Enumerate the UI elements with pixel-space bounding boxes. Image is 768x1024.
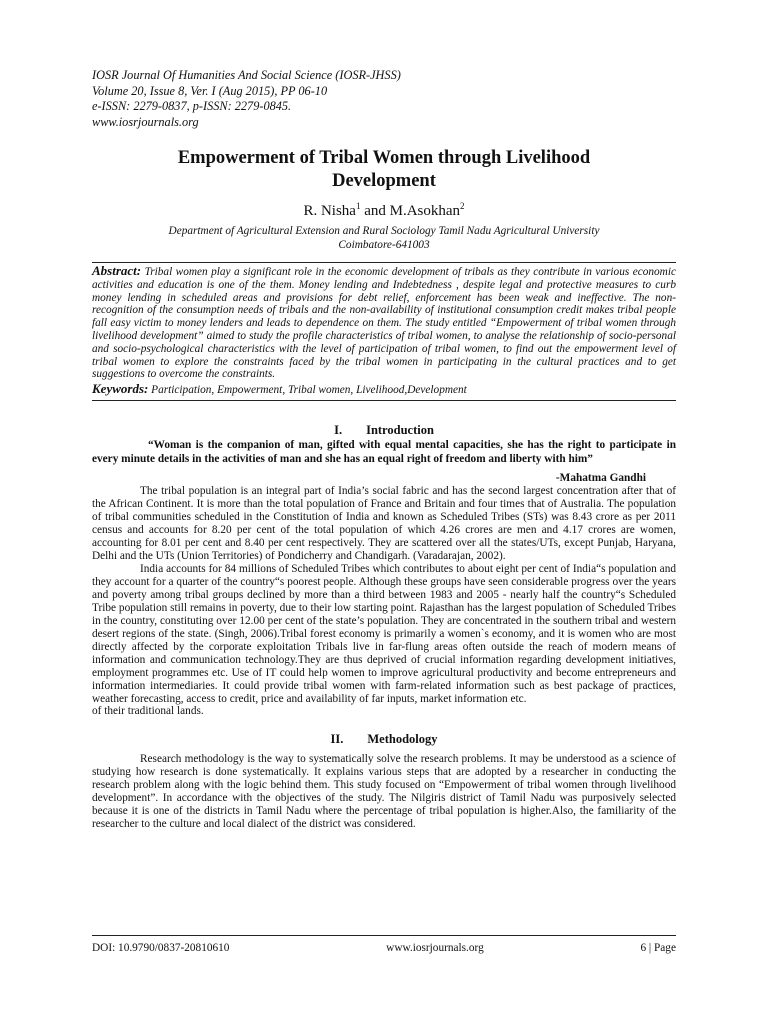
- paper-page: [92, 68, 676, 831]
- affiliation-line2: Coimbatore-641003: [338, 239, 430, 251]
- author-2-affiliation-mark: 2: [460, 201, 465, 211]
- keywords-text: Participation, Empowerment, Tribal women, Livelihood,Development: [148, 384, 467, 397]
- abstract: [92, 265, 676, 381]
- journal-header: [92, 68, 676, 130]
- section-heading-introduction: [92, 423, 676, 438]
- intro-paragraph-2: India accounts for 84 millions of Scheduled Tribes which contributes to about eight per cent of India“s population and they account for a quarter of the country“s poorest people. Although these groups have seen considerable progress over the years and poverty among tribal groups declined by more than a third between 1983 and 2005 - nearly half the country“s Scheduled Tribe population still remains in poverty, due to their low starting point. Rajasthan has the largest population of Scheduled Tribes in the country, constituting over 12.00 per cent of the state’s population. They are concentrated in the southern tribal and western desert regions of the state. (Singh, 2006).Tribal forest economy is primarily a women`s economy, and it is women who are most directly affected by the corporate exploitation Tribals live in far-flung areas often outside the reach of modern means of information and communication technology.They are thus deprived of crucial information regarding development initiatives, employment programmes etc. Use of IT could help women to improve agricultural productivity and become entrepreneurs and information intermediaries. It could provide tribal women with farm-related information such as best package of practices, weather forecasting, access to credit, price and availability of far inputs, market information etc.: [92, 563, 676, 705]
- epigraph-attribution: -Mahatma Gandhi: [555, 471, 646, 484]
- author-1: R. Nisha: [303, 203, 356, 219]
- section-heading-methodology: [92, 732, 676, 747]
- keywords-bottom-rule: [92, 400, 676, 401]
- affiliation: [92, 224, 676, 252]
- journal-issn: e-ISSN: 2279-0837, p-ISSN: 2279-0845.: [92, 99, 292, 113]
- journal-name: IOSR Journal Of Humanities And Social Science (IOSR-JHSS): [92, 68, 401, 82]
- journal-website: www.iosrjournals.org: [92, 114, 199, 129]
- journal-volume: Volume 20, Issue 8, Ver. I (Aug 2015), PP 06-10: [92, 83, 328, 98]
- intro-paragraph-3: of their traditional lands.: [92, 705, 204, 718]
- paper-title-line1: Empowerment of Tribal Women through Livelihood: [177, 148, 591, 168]
- methodology-paragraph-1: Research methodology is the way to systematically solve the research problems. It may be understood as a science of studying how research is done systematically. It explains various steps that are adopted by a researcher in conducting the research problem along with the logic behind them. This study focused on “Empowerment of tribal women through livelihood development”. In accordance with the objectives of the study. The Nilgiris district of Tamil Nadu was purposively selected because it is one of the districts in Tamil Nadu where the percentage of tribal population is higher.Also, the familiarity of the researcher to the culture and local dialect of the district was considered.: [92, 753, 676, 831]
- section-number: II.: [330, 732, 344, 747]
- footer-doi: DOI: 10.9790/0837-20810610: [92, 942, 230, 954]
- paper-title-line2: Development: [332, 171, 436, 191]
- abstract-text: Tribal women play a significant role in the economic development of tribals as they contribute in various economic activities and education is one of the them. Money lending and Indebtedness , despite legal and protective measures to curb money lending in scheduled areas and provisions for debt relief, enforcement has been weak and ineffective. The non- recognition of the consumption needs of tribals and the non-availability of institutional consumption credit makes tribal people fall easy victim to money lenders and leads to dependence on them. The study entitled “Empowerment of tribal women through livelihood development” aimed to study the profile characteristics of tribal women, to analyse the relationship of socio-personal and socio-psychological characteristics with the level of participation of tribal women, to find out the empowerment level of tribal women to explore the constraints faced by the tribal women in participating in the cultural practices and to get suggestions to overcome the constraints.: [92, 266, 676, 381]
- footer-rule: [92, 935, 676, 936]
- keywords-label: Keywords:: [92, 381, 149, 397]
- keywords: [92, 382, 676, 397]
- section-title: Methodology: [367, 732, 438, 747]
- section-number: I.: [334, 423, 343, 438]
- author-list: [92, 202, 676, 220]
- abstract-label: Abstract:: [92, 263, 142, 278]
- footer-row: [92, 941, 676, 955]
- section-title: Introduction: [366, 423, 434, 438]
- epigraph-quote: “Woman is the companion of man, gifted with equal mental capacities, she has the right to participate in every minute details in the activities of man and she has an equal right of freedom and liberty with him”: [92, 439, 676, 465]
- paper-title: [92, 147, 676, 193]
- affiliation-line1: Department of Agricultural Extension and Rural Sociology Tamil Nadu Agricultural University: [168, 225, 600, 237]
- footer-website: www.iosrjournals.org: [386, 942, 484, 954]
- intro-paragraph-1: The tribal population is an integral part of India’s social fabric and has the second largest concentration after that of the African Continent. It is more than the total population of France and Britain and four times that of Australia. The population of tribal communities scheduled in the Constitution of India and known as Scheduled Tribes (STs) was 8.43 crore as per 2011 census and accounts for 8.20 per cent of the total population of which 4.26 crores are men and 4.17 crores are women, accounting for 8.01 per cent and 8.40 per cent respectively. They are scattered over all the states/UTs, except Punjab, Haryana, Delhi and the UTs (Union Territories) of Pondicherry and Chandigarh. (Varadarajan, 2002).: [92, 485, 676, 563]
- author-1-affiliation-mark: 1: [355, 201, 361, 211]
- page-footer: [92, 935, 676, 955]
- footer-page-number: 6 | Page: [640, 942, 676, 954]
- author-2: and M.Asokhan: [360, 203, 461, 219]
- abstract-top-rule: [92, 262, 676, 263]
